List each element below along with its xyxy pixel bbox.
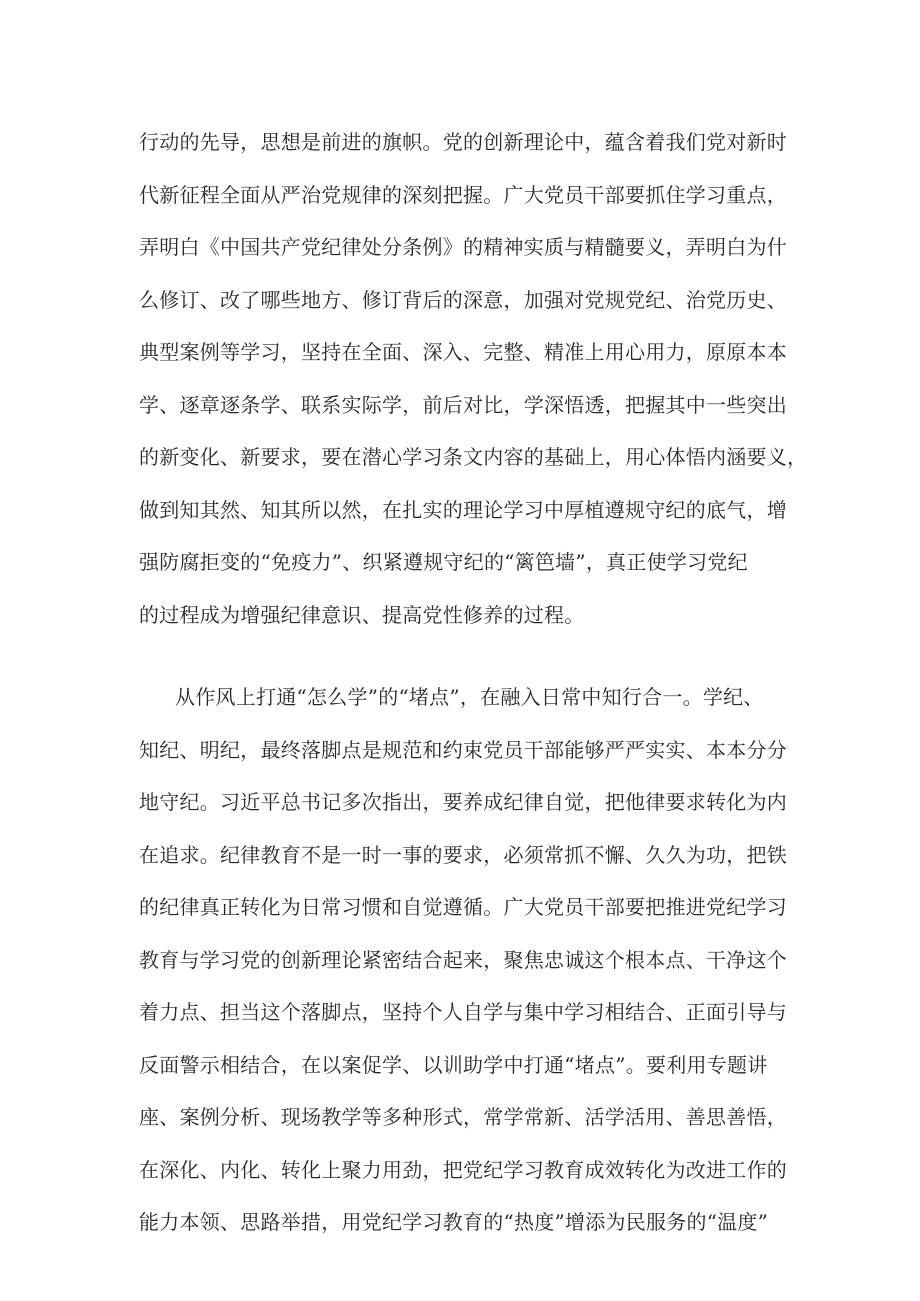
paragraph-line: 地守纪。习近平总书记多次指出，要养成纪律自觉，把他律要求转化为内 bbox=[139, 790, 787, 814]
paragraph-line: 行动的先导，思想是前进的旗帜。党的创新理论中，蕴含着我们党对新时 bbox=[139, 130, 787, 154]
paragraph-line: 学、逐章逐条学、联系实际学，前后对比，学深悟透，把握其中一些突出 bbox=[139, 393, 787, 417]
paragraph-line: 教育与学习党的创新理论紧密结合起来，聚焦忠诚这个根本点、干净这个 bbox=[139, 948, 787, 972]
paragraph-line: 的过程成为增强纪律意识、提高党性修养的过程。 bbox=[139, 603, 585, 627]
paragraph-line: 从作风上打通“怎么学”的“堵点”，在融入日常中知行合一。学纪、 bbox=[175, 685, 764, 709]
paragraph-line: 强防腐拒变的“免疫力”、织紧遵规守纪的“篱笆墙”，真正使学习党纪 bbox=[139, 550, 748, 574]
paragraph-line: 座、案例分析、现场教学等多种形式，常学常新、活学活用、善思善悟， bbox=[139, 1105, 787, 1129]
paragraph-line: 的新变化、新要求，要在潜心学习条文内容的基础上，用心体悟内涵要义， bbox=[139, 445, 808, 469]
paragraph-line: 代新征程全面从严治党规律的深刻把握。广大党员干部要抓住学习重点， bbox=[139, 183, 787, 207]
paragraph-line: 能力本领、思路举措，用党纪学习教育的“热度”增添为民服务的“温度” bbox=[139, 1210, 769, 1234]
paragraph-line: 知纪、明纪，最终落脚点是规范和约束党员干部能够严严实实、本本分分 bbox=[139, 738, 787, 762]
paragraph-line: 着力点、担当这个落脚点，坚持个人自学与集中学习相结合、正面引导与 bbox=[139, 1000, 787, 1024]
paragraph-line: 典型案例等学习，坚持在全面、深入、完整、精准上用心用力，原原本本 bbox=[139, 340, 787, 364]
paragraph-line: 在追求。纪律教育不是一时一事的要求，必须常抓不懈、久久为功，把铁 bbox=[139, 843, 787, 867]
paragraph-line: 的纪律真正转化为日常习惯和自觉遵循。广大党员干部要把推进党纪学习 bbox=[139, 895, 787, 919]
paragraph-line: 么修订、改了哪些地方、修订背后的深意，加强对党规党纪、治党历史、 bbox=[139, 288, 787, 312]
paragraph-line: 弄明白《中国共产党纪律处分条例》的精神实质与精髓要义，弄明白为什 bbox=[139, 235, 787, 259]
paragraph-line: 在深化、内化、转化上聚力用劲，把党纪学习教育成效转化为改进工作的 bbox=[139, 1158, 787, 1182]
paragraph-line: 反面警示相结合，在以案促学、以训助学中打通“堵点”。要利用专题讲 bbox=[139, 1053, 768, 1077]
paragraph-line: 做到知其然、知其所以然，在扎实的理论学习中厚植遵规守纪的底气，增 bbox=[139, 498, 787, 522]
